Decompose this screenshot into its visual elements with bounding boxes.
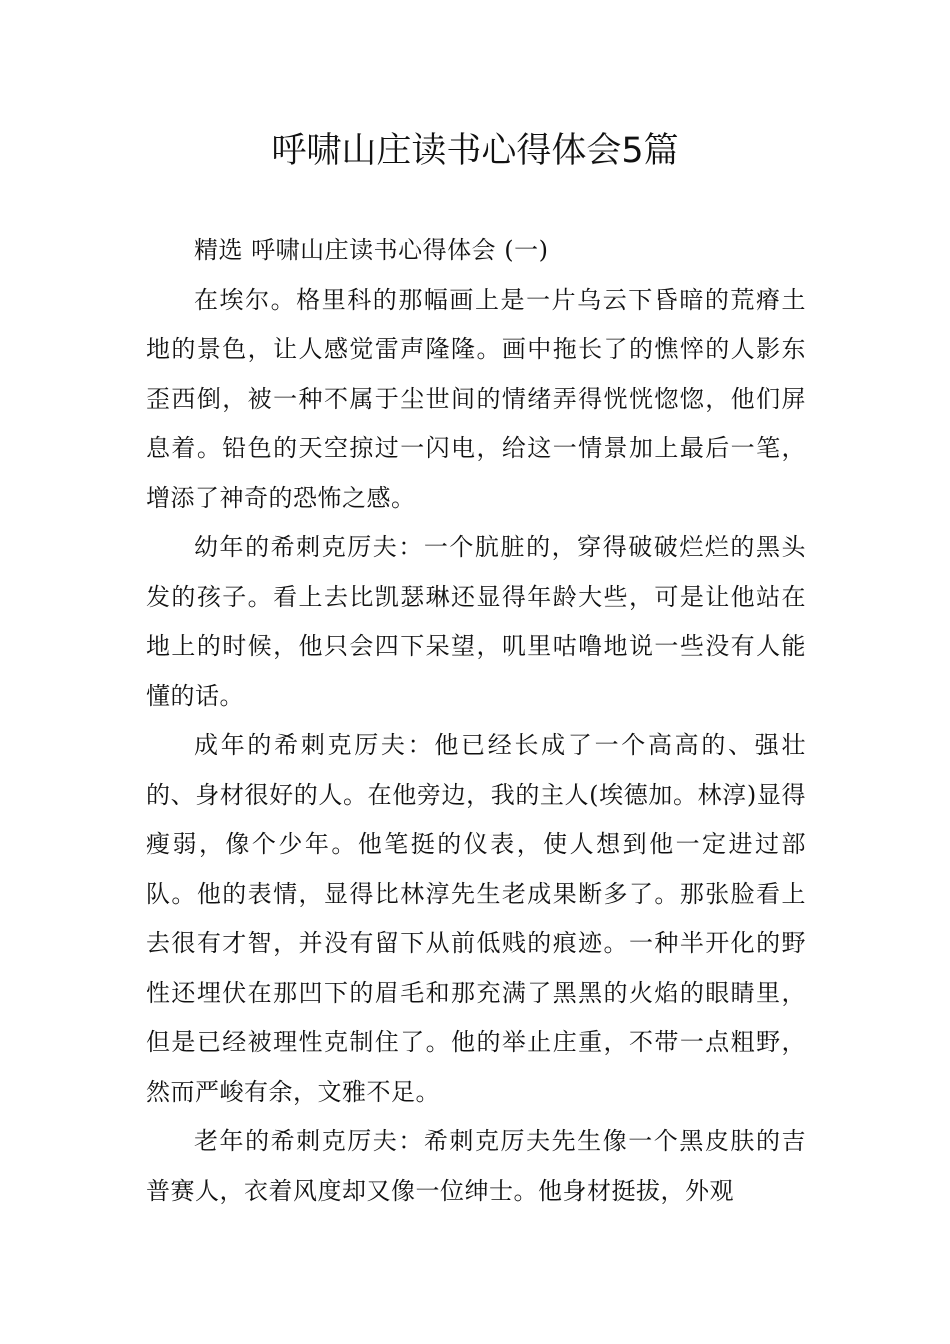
document-title: 呼啸山庄读书心得体会5篇: [271, 131, 679, 171]
section-heading: 精选 呼啸山庄读书心得体会 (一): [194, 236, 549, 264]
paragraph: 幼年的希刺克厉夫：一个肮脏的，穿得破破烂烂的黑头发的孩子。看上去比凯瑟琳还显得年龄大些，可是让他站在地上的时候，他只会四下呆望，叽里咕噜地说一些没有人能懂的话。: [146, 533, 806, 710]
paragraph: 老年的希刺克厉夫：希刺克厉夫先生像一个黑皮肤的吉普赛人，衣着风度却又像一位绅士。他身材挺拔，外观: [146, 1127, 806, 1205]
paragraph: 成年的希刺克厉夫：他已经长成了一个高高的、强壮的、身材很好的人。在他旁边，我的主人(埃德加。林淳)显得瘦弱，像个少年。他笔挺的仪表，使人想到他一定进过部队。他的表情，显得比林淳先生老成果断多了。那张脸看上去很有才智，并没有留下从前低贱的痕迹。一种半开化的野性还埋伏在那凹下的眉毛和那充满了黑黑的火焰的眼睛里，但是已经被理性克制住了。他的举止庄重，不带一点粗野，然而严峻有余，文雅不足。: [146, 731, 806, 1106]
paragraph: 在埃尔。格里科的那幅画上是一片乌云下昏暗的荒瘠土地的景色，让人感觉雷声隆隆。画中拖长了的憔悴的人影东歪西倒，被一种不属于尘世间的情绪弄得恍恍惚惚，他们屏息着。铅色的天空掠过一闪电，给这一情景加上最后一笔，增添了神奇的恐怖之感。: [146, 285, 806, 512]
document-body: [146, 226, 806, 1216]
